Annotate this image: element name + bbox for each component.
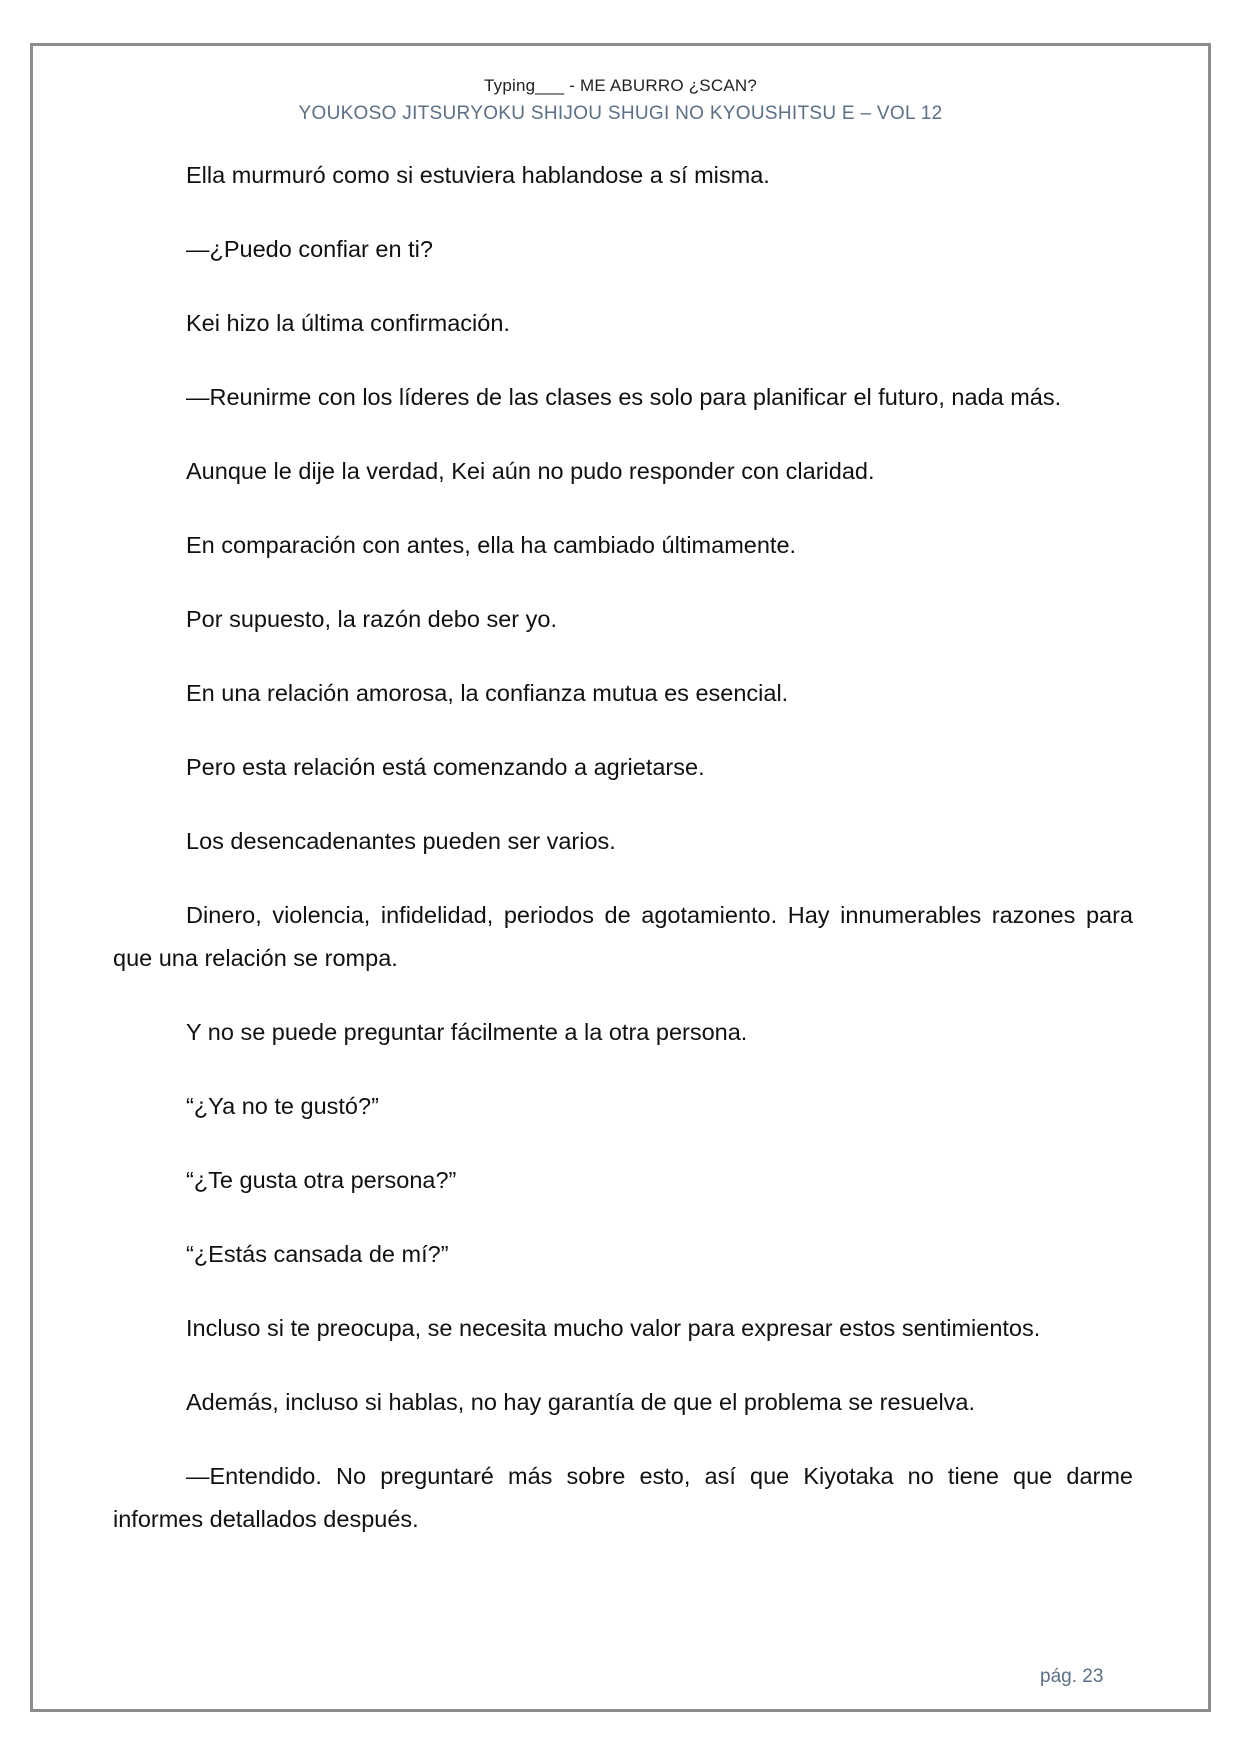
paragraph: Incluso si te preocupa, se necesita mucho valor para expresar estos sentimientos. [186,1315,1041,1341]
paragraph: —Entendido. No preguntaré más sobre esto, así que Kiyotaka no tiene que darme informes detallados después. [113,1463,1133,1532]
paragraph: “¿Te gusta otra persona?” [186,1167,457,1193]
body-text [113,154,1133,1572]
paragraph: Kei hizo la última confirmación. [186,310,510,336]
page-number: pág. 23 [1040,1666,1104,1687]
paragraph: En comparación con antes, ella ha cambiado últimamente. [186,532,797,558]
paragraph: Los desencadenantes pueden ser varios. [186,828,616,854]
paragraph: Pero esta relación está comenzando a agrietarse. [186,754,705,780]
paragraph: Y no se puede preguntar fácilmente a la otra persona. [186,1019,748,1045]
paragraph: Además, incluso si hablas, no hay garantía de que el problema se resuelva. [186,1389,976,1415]
paragraph: —¿Puedo confiar en ti? [186,236,433,262]
paragraph: Por supuesto, la razón debo ser yo. [186,606,557,632]
paragraph: —Reunirme con los líderes de las clases es solo para planificar el futuro, nada más. [186,384,1062,410]
header-title: YOUKOSO JITSURYOKU SHIJOU SHUGI NO KYOUSHITSU E – VOL 12 [298,103,943,124]
header-credit: Typing___ - ME ABURRO ¿SCAN? [484,76,757,95]
paragraph: “¿Ya no te gustó?” [186,1093,379,1119]
paragraph: Aunque le dije la verdad, Kei aún no pudo responder con claridad. [186,458,875,484]
paragraph: “¿Estás cansada de mí?” [186,1241,449,1267]
paragraph: En una relación amorosa, la confianza mutua es esencial. [186,680,789,706]
paragraph: Dinero, violencia, infidelidad, periodos de agotamiento. Hay innumerables razones para que una relación se rompa. [113,902,1133,971]
paragraph: Ella murmuró como si estuviera hablandose a sí misma. [186,162,770,188]
